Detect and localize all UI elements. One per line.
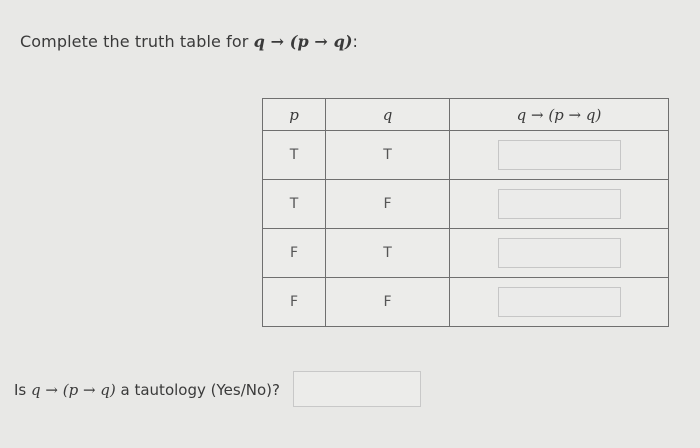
- cell-p: T: [263, 180, 326, 229]
- cell-answer: [450, 278, 669, 327]
- cell-q: F: [326, 278, 450, 327]
- question-prefix: Is: [14, 381, 32, 399]
- answer-input-row-4[interactable]: [498, 287, 621, 317]
- tautology-answer-input[interactable]: [293, 371, 421, 407]
- cell-q: T: [326, 229, 450, 278]
- answer-input-row-3[interactable]: [498, 238, 621, 268]
- table-row: [263, 278, 669, 327]
- cell-q: T: [326, 131, 450, 180]
- cell-answer: [450, 131, 669, 180]
- table-row: [263, 180, 669, 229]
- table-row: [263, 131, 669, 180]
- cell-p: T: [263, 131, 326, 180]
- tautology-question: [14, 381, 280, 399]
- instruction-label: Complete the truth table for: [20, 32, 254, 51]
- cell-q: F: [326, 180, 450, 229]
- question-expression: q → (p → q): [31, 381, 116, 399]
- answer-input-row-1[interactable]: [498, 140, 621, 170]
- cell-answer: [450, 180, 669, 229]
- question-suffix: a tautology (Yes/No)?: [115, 381, 280, 399]
- instruction-text: [20, 32, 358, 51]
- instruction-suffix: :: [352, 32, 359, 51]
- instruction-expression: q → (p → q): [253, 32, 353, 51]
- truth-table: [262, 98, 669, 327]
- cell-p: F: [263, 278, 326, 327]
- header-q: q: [326, 99, 450, 131]
- cell-p: F: [263, 229, 326, 278]
- table-row: [263, 229, 669, 278]
- header-p: p: [263, 99, 326, 131]
- truth-table-header-row: [263, 99, 669, 131]
- answer-input-row-2[interactable]: [498, 189, 621, 219]
- header-result: q → (p → q): [450, 99, 669, 131]
- cell-answer: [450, 229, 669, 278]
